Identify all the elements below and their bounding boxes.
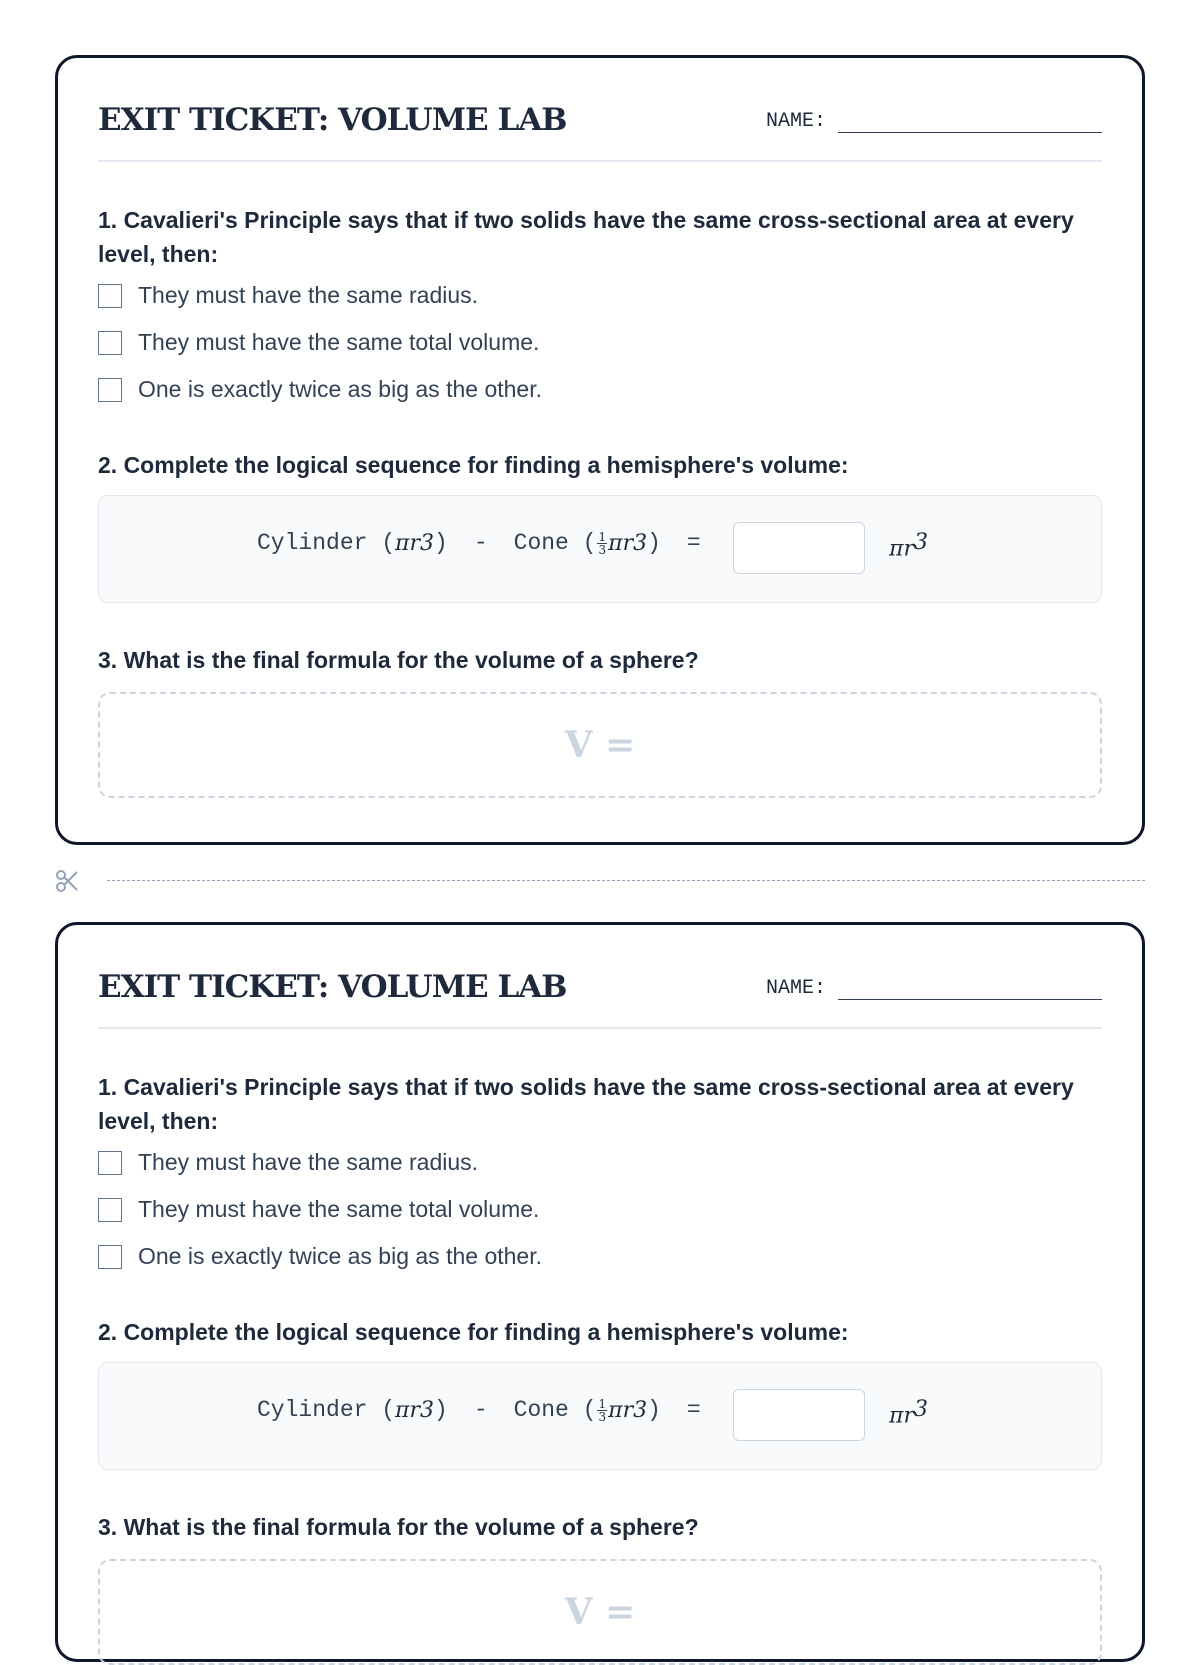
exponent: 3 bbox=[420, 530, 435, 556]
name-line[interactable] bbox=[838, 112, 1102, 133]
checkbox[interactable] bbox=[98, 1151, 122, 1175]
exit-ticket-1 bbox=[55, 55, 1145, 845]
exit-ticket-2 bbox=[55, 922, 1145, 1662]
paren: ) bbox=[647, 530, 661, 556]
question-3: 3. What is the final formula for the volume of a sphere? bbox=[98, 647, 699, 673]
sequence-panel bbox=[98, 495, 1102, 603]
paren: ) bbox=[647, 1397, 661, 1423]
exponent: 3 bbox=[633, 1397, 648, 1423]
result-term: $\pi r^3$ bbox=[889, 1397, 928, 1429]
q1-option[interactable] bbox=[98, 376, 542, 403]
ticket-title: EXIT TICKET: VOLUME LAB bbox=[98, 969, 567, 1005]
q1-option[interactable] bbox=[98, 1196, 539, 1223]
name-field bbox=[766, 977, 1102, 1000]
q1-option[interactable] bbox=[98, 329, 539, 356]
checkbox[interactable] bbox=[98, 284, 122, 308]
answer-input[interactable] bbox=[733, 522, 865, 574]
pi-r: πr bbox=[608, 530, 634, 556]
cone-term: Cone ( bbox=[513, 530, 597, 556]
minus-sign: - bbox=[473, 530, 488, 556]
equals-sign: = bbox=[686, 530, 701, 556]
checkbox[interactable] bbox=[98, 331, 122, 355]
result-term: $\pi r^3$ bbox=[889, 530, 928, 562]
question-1: 1. Cavalieri's Principle says that if two solids have the same cross-sectional area at every level, then: bbox=[98, 207, 1074, 267]
paren: ) bbox=[434, 530, 448, 556]
minus-sign: - bbox=[473, 1397, 488, 1423]
formula-answer-area[interactable] bbox=[98, 1559, 1102, 1665]
name-label: NAME: bbox=[765, 977, 826, 1000]
option-label: They must have the same total volume. bbox=[138, 1196, 540, 1222]
fraction: $\frac{1}{3}$ bbox=[598, 1396, 607, 1424]
sequence-panel bbox=[98, 1362, 1102, 1470]
cone-term: Cone ( bbox=[513, 1397, 597, 1423]
option-label: They must have the same radius. bbox=[138, 1149, 479, 1175]
question-2: 2. Complete the logical sequence for finding a hemisphere's volume: bbox=[98, 452, 849, 478]
question-2: 2. Complete the logical sequence for finding a hemisphere's volume: bbox=[98, 1319, 849, 1345]
exponent: 3 bbox=[633, 530, 648, 556]
q1-option[interactable] bbox=[98, 1149, 478, 1176]
option-label: One is exactly twice as big as the other. bbox=[138, 1243, 542, 1269]
option-label: They must have the same total volume. bbox=[138, 329, 540, 355]
cylinder-term: Cylinder ( bbox=[257, 1397, 396, 1423]
cylinder-term: Cylinder ( bbox=[257, 530, 396, 556]
checkbox[interactable] bbox=[98, 378, 122, 402]
pi-r: πr bbox=[395, 530, 421, 556]
option-label: They must have the same radius. bbox=[138, 282, 479, 308]
formula-placeholder: V = bbox=[564, 1591, 636, 1633]
paren: ) bbox=[434, 1397, 448, 1423]
sequence-expression bbox=[257, 1397, 701, 1423]
sequence-expression bbox=[257, 530, 701, 556]
name-line[interactable] bbox=[838, 979, 1102, 1000]
q1-option[interactable] bbox=[98, 1243, 542, 1270]
q1-option[interactable] bbox=[98, 282, 478, 309]
dashed-cut-line bbox=[107, 880, 1145, 881]
formula-answer-area[interactable] bbox=[98, 692, 1102, 798]
equals-sign: = bbox=[686, 1397, 701, 1423]
exponent: 3 bbox=[420, 1397, 435, 1423]
name-label: NAME: bbox=[765, 110, 826, 133]
fraction: $\frac{1}{3}$ bbox=[598, 529, 607, 557]
scissors-icon bbox=[55, 868, 79, 894]
name-field bbox=[766, 110, 1102, 133]
formula-placeholder: V = bbox=[564, 724, 636, 766]
pi-r: πr bbox=[395, 1397, 421, 1423]
answer-input[interactable] bbox=[733, 1389, 865, 1441]
checkbox[interactable] bbox=[98, 1245, 122, 1269]
ticket-header bbox=[98, 98, 1102, 162]
question-3: 3. What is the final formula for the volume of a sphere? bbox=[98, 1514, 699, 1540]
ticket-title: EXIT TICKET: VOLUME LAB bbox=[98, 102, 567, 138]
pi-r: πr bbox=[608, 1397, 634, 1423]
question-1: 1. Cavalieri's Principle says that if two solids have the same cross-sectional area at every level, then: bbox=[98, 1074, 1074, 1134]
checkbox[interactable] bbox=[98, 1198, 122, 1222]
ticket-header bbox=[98, 965, 1102, 1029]
cut-line bbox=[55, 868, 1145, 894]
option-label: One is exactly twice as big as the other. bbox=[138, 376, 542, 402]
